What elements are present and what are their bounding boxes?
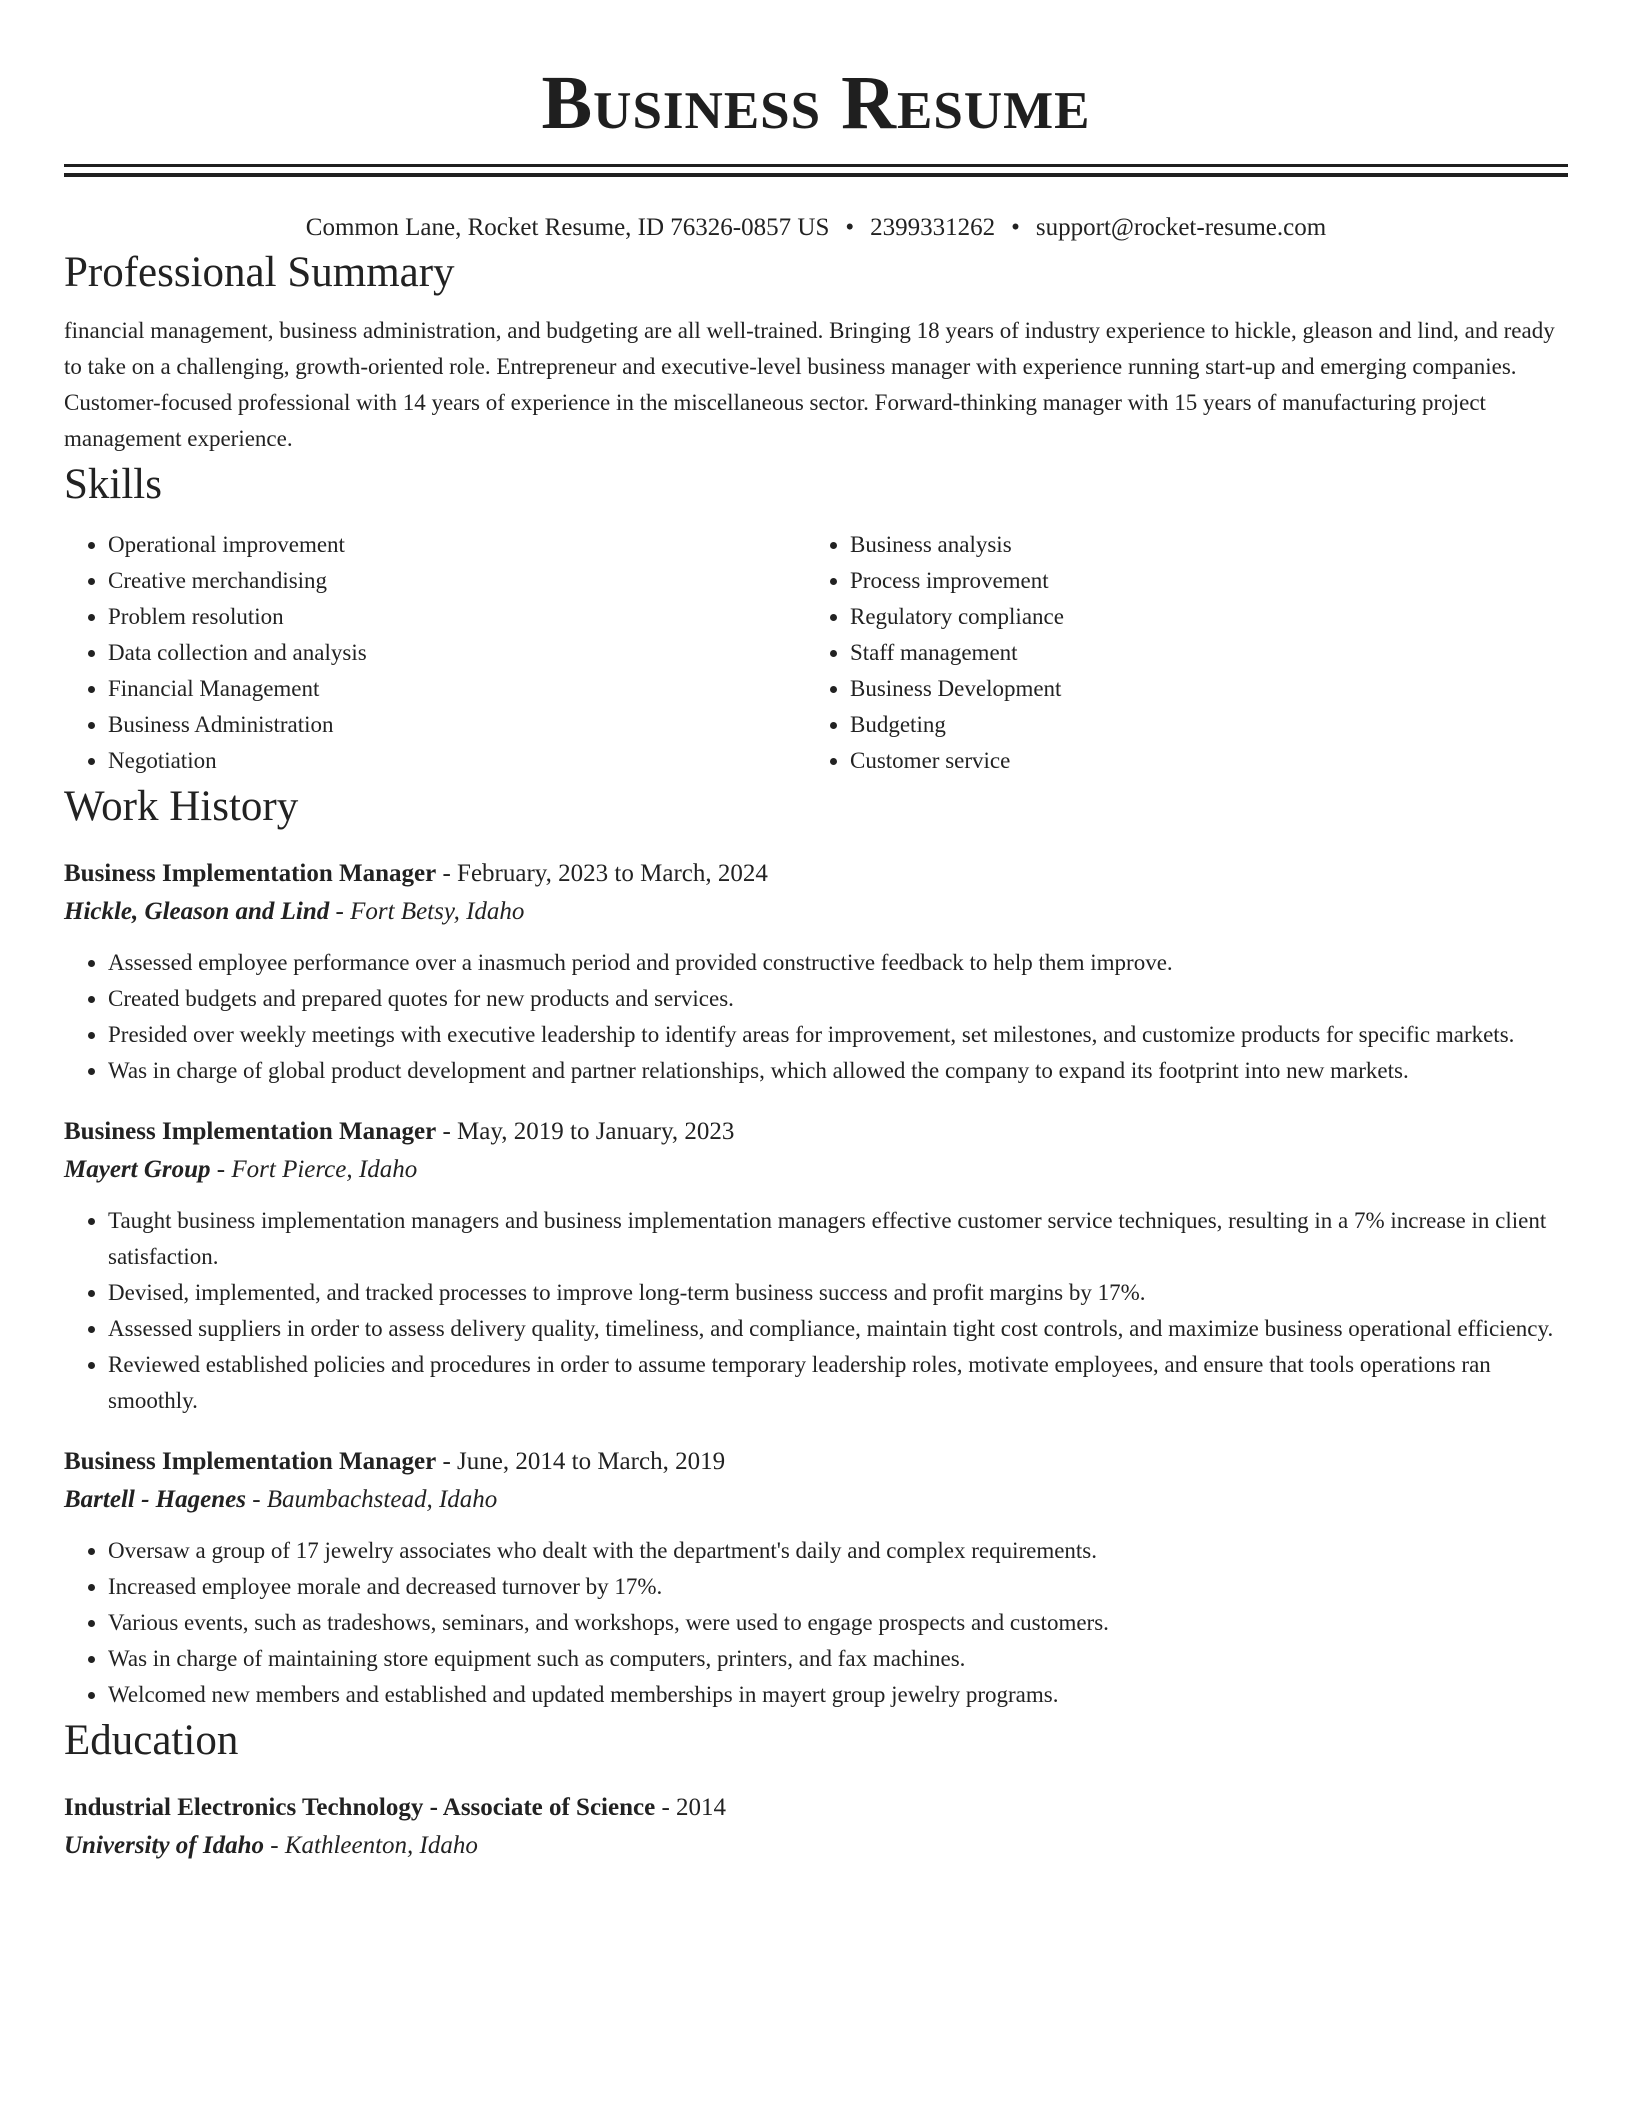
contact-address: Common Lane, Rocket Resume, ID 76326-0857 US xyxy=(305,214,830,241)
contact-separator: • xyxy=(1011,214,1020,241)
job-title: Business Implementation Manager xyxy=(64,860,437,887)
skill-item: • Problem resolution xyxy=(108,599,806,635)
job-bullet: • Oversaw a group of 17 jewelry associates who dealt with the department's daily and complex requirements. xyxy=(108,1533,1568,1569)
contact-phone: 2399331262 xyxy=(870,214,996,241)
job-location: - Fort Pierce, Idaho xyxy=(210,1156,418,1183)
job-employer xyxy=(64,893,1568,931)
skill-item: • Creative merchandising xyxy=(108,563,806,599)
job-bullets xyxy=(64,1533,1568,1713)
job-bullet: • Reviewed established policies and procedures in order to assume temporary leadership roles, motivate employees, and ensure that tools operations ran smoothly. xyxy=(108,1347,1568,1419)
job-title: Business Implementation Manager xyxy=(64,1448,437,1475)
contact-line xyxy=(64,211,1568,245)
work-history-heading: Work History xyxy=(64,783,299,830)
job-employer xyxy=(64,1481,1568,1519)
skill-item: • Operational improvement xyxy=(108,527,806,563)
job-company: Hickle, Gleason and Lind xyxy=(64,898,330,925)
job-header xyxy=(64,1443,1568,1481)
job-bullets xyxy=(64,1203,1568,1419)
job-location: - Fort Betsy, Idaho xyxy=(329,898,525,925)
job-dates: - June, 2014 to March, 2019 xyxy=(436,1448,726,1475)
job-bullet: • Various events, such as tradeshows, seminars, and workshops, were used to engage prospects and customers. xyxy=(108,1605,1568,1641)
skill-item: • Data collection and analysis xyxy=(108,635,806,671)
skill-item: • Budgeting xyxy=(850,707,1548,743)
summary-text: financial management, business administration, and budgeting are all well-trained. Bringing 18 years of industry experience to hickle, gleason and lind, and ready to take on a challenging, growth-oriented role. Entrepreneur and executive-level business manager with experience running start-up and emerging companies. Customer-focused professional with 14 years of experience in the miscellaneous sector. Forward-thinking manager with 15 years of manufacturing project management experience. xyxy=(64,318,1555,451)
summary-heading: Professional Summary xyxy=(64,249,455,296)
skill-item: • Negotiation xyxy=(108,743,806,779)
job-bullet: • Was in charge of global product development and partner relationships, which allowed the company to expand its footprint into new markets. xyxy=(108,1053,1568,1089)
job-company: Bartell - Hagenes xyxy=(64,1486,246,1513)
job-bullet: • Created budgets and prepared quotes for new products and services. xyxy=(108,981,1568,1017)
job-bullets xyxy=(64,945,1568,1089)
skill-item: • Staff management xyxy=(850,635,1548,671)
contact-separator: • xyxy=(845,214,855,241)
skill-item: • Financial Management xyxy=(108,671,806,707)
resume-title: Business Resume xyxy=(541,61,1091,145)
job-bullet: • Welcomed new members and established and updated memberships in mayert group jewelry programs. xyxy=(108,1677,1568,1713)
education-header xyxy=(64,1789,1568,1827)
job-company: Mayert Group xyxy=(64,1156,211,1183)
job-dates: - May, 2019 to January, 2023 xyxy=(436,1118,735,1145)
job-header xyxy=(64,855,1568,893)
job-bullet: • Was in charge of maintaining store equipment such as computers, printers, and fax machines. xyxy=(108,1641,1568,1677)
skill-item: • Customer service xyxy=(850,743,1548,779)
title-divider-bottom xyxy=(64,173,1568,177)
job-bullet: • Presided over weekly meetings with executive leadership to identify areas for improvement, set milestones, and customize products for specific markets. xyxy=(108,1017,1568,1053)
skill-item: • Regulatory compliance xyxy=(850,599,1548,635)
education-heading: Education xyxy=(64,1717,239,1764)
skills-column-right xyxy=(806,527,1548,779)
skills-column-left xyxy=(64,527,806,779)
education-year: - 2014 xyxy=(655,1794,727,1821)
job-dates: - February, 2023 to March, 2024 xyxy=(436,860,768,887)
education-school: University of Idaho xyxy=(64,1832,264,1859)
skill-item: • Business Administration xyxy=(108,707,806,743)
skill-item: • Business Development xyxy=(850,671,1548,707)
job-bullet: • Increased employee morale and decreased turnover by 17%. xyxy=(108,1569,1568,1605)
job-bullet: • Assessed employee performance over a inasmuch period and provided constructive feedback to help them improve. xyxy=(108,945,1568,981)
education-school-line xyxy=(64,1827,1568,1865)
contact-email[interactable]: support@rocket-resume.com xyxy=(1035,214,1327,241)
job-bullet: • Taught business implementation managers and business implementation managers effective customer service techniques, resulting in a 7% increase in client satisfaction. xyxy=(108,1203,1568,1275)
job-location: - Baumbachstead, Idaho xyxy=(245,1486,498,1513)
education-degree: Industrial Electronics Technology - Associate of Science xyxy=(64,1794,656,1821)
skills-list xyxy=(64,527,1568,779)
job-title: Business Implementation Manager xyxy=(64,1118,437,1145)
job-bullet: • Assessed suppliers in order to assess delivery quality, timeliness, and compliance, maintain tight cost controls, and maximize business operational efficiency. xyxy=(108,1311,1568,1347)
job-entry xyxy=(64,1113,1568,1419)
education-entry xyxy=(64,1789,1568,1865)
resume-page xyxy=(64,0,1568,1865)
education-location: - Kathleenton, Idaho xyxy=(264,1832,478,1859)
job-entry xyxy=(64,1443,1568,1713)
skills-heading: Skills xyxy=(64,461,162,508)
job-header xyxy=(64,1113,1568,1151)
job-bullet: • Devised, implemented, and tracked processes to improve long-term business success and profit margins by 17%. xyxy=(108,1275,1568,1311)
skill-item: • Process improvement xyxy=(850,563,1548,599)
job-employer xyxy=(64,1151,1568,1189)
title-divider-top xyxy=(64,164,1568,167)
job-entry xyxy=(64,855,1568,1089)
skill-item: • Business analysis xyxy=(850,527,1548,563)
